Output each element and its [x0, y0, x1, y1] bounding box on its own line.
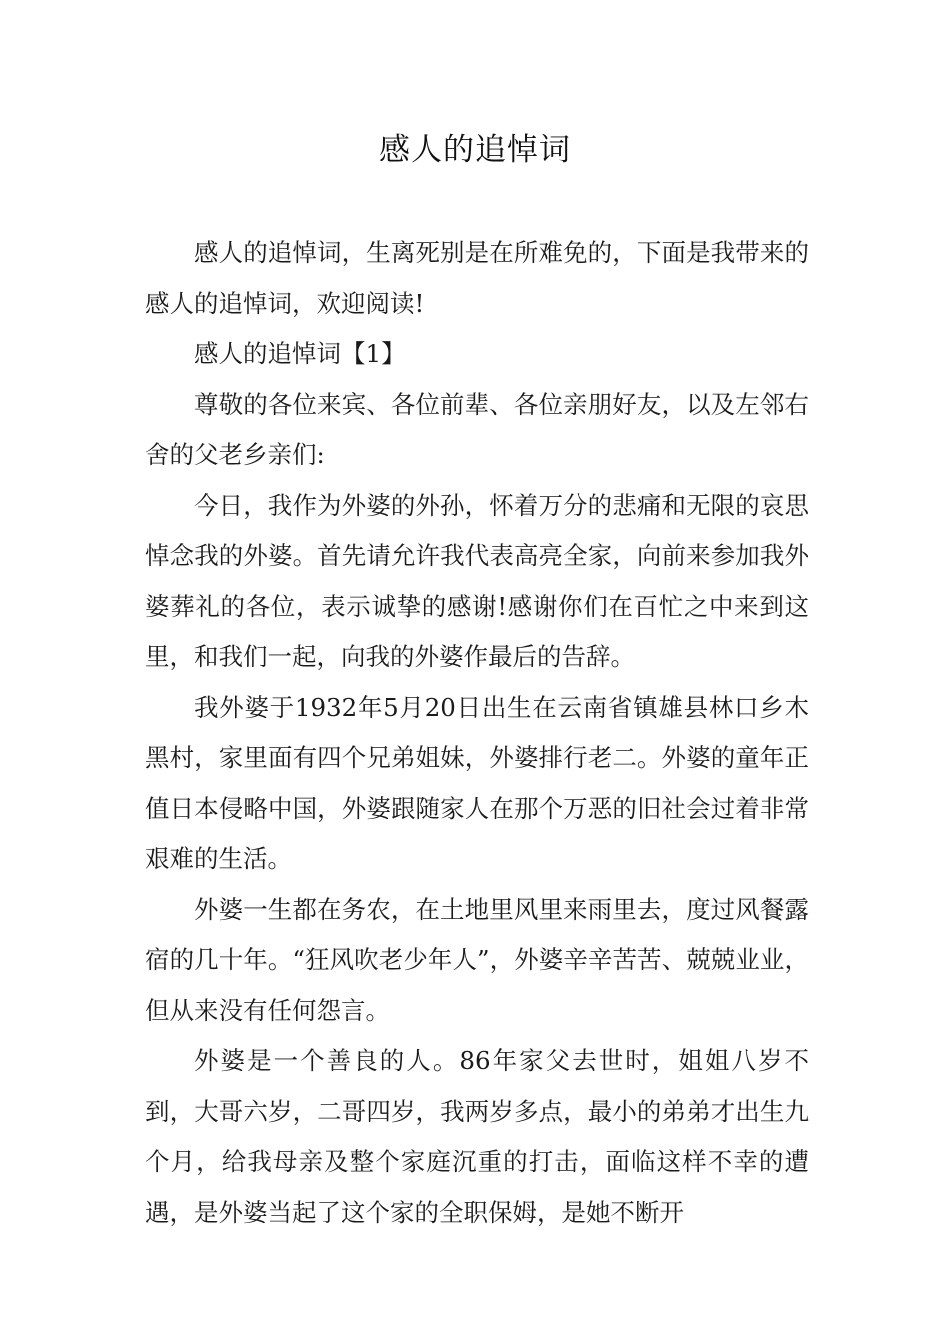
- document-title: 感人的追悼词: [379, 132, 571, 168]
- paragraph-opening: 今日，我作为外婆的外孙，怀着万分的悲痛和无限的哀思悼念我的外婆。首先请允许我代表高亮全家，向前来参加我外婆葬礼的各位，表示诚挚的感谢!感谢你们在百忙之中来到这里，和我们一起，向我的外婆作最后的告辞。: [145, 490, 809, 671]
- paragraph-section-heading: 感人的追悼词【1】: [194, 339, 406, 368]
- paragraph-intro: 感人的追悼词，生离死别是在所难免的，下面是我带来的感人的追悼词，欢迎阅读!: [145, 238, 809, 318]
- paragraph-farming: 外婆一生都在务农，在土地里风里来雨里去，度过风餐露宿的几十年。“狂风吹老少年人”，外婆辛辛苦苦、兢兢业业，但从来没有任何怨言。: [145, 894, 809, 1025]
- paragraph-salutation: 尊敬的各位来宾、各位前辈、各位亲朋好友，以及左邻右舍的父老乡亲们:: [145, 389, 809, 469]
- paragraph-kindness: 外婆是一个善良的人。86年家父去世时，姐姐八岁不到，大哥六岁，二哥四岁，我两岁多点，最小的弟弟才出生九个月，给我母亲及整个家庭沉重的打击，面临这样不幸的遭遇，是外婆当起了这个家的全职保姆，是她不断开: [145, 1046, 809, 1227]
- document-body: [145, 228, 809, 1238]
- paragraph-biography: 我外婆于1932年5月20日出生在云南省镇雄县林口乡木黑村，家里面有四个兄弟姐妹，外婆排行老二。外婆的童年正值日本侵略中国，外婆跟随家人在那个万恶的旧社会过着非常艰难的生活。: [145, 692, 809, 873]
